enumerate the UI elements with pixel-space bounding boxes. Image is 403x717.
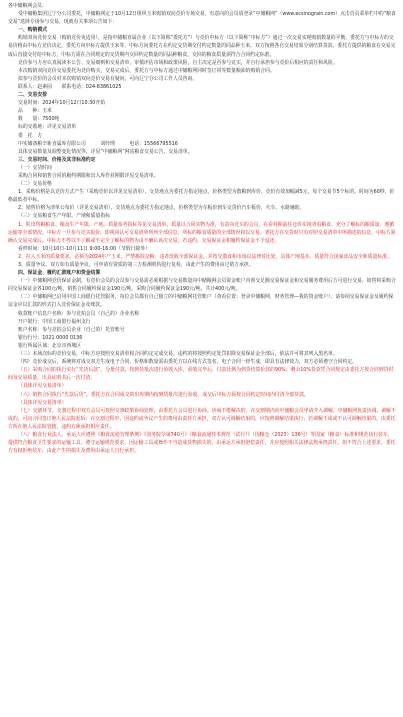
trade-quantity: 数 量：7500吨 [18, 116, 60, 123]
purchase-payment: （五）采购合同的执行实行“先货后款”。分批付款，按到货批次进行验收入库，验收完毕后，付款比例为到货结算价款的90%；剩余10%货款凭合同规定由委托方按合同到货时间及交易质量，出具证明书后一次付清。 [8, 367, 394, 382]
account-area: 银行所属区域：北京市西城区 [18, 342, 81, 349]
paragraph-consult: 拟参与竞价的会员对本次购销双向竞价交易有疑问，可向辽宁分公司工作人员咨询。 [18, 75, 198, 82]
subheading-delivery: （一）交货时间 [18, 164, 52, 171]
announcement-document [8, 2, 397, 455]
custody-account: （二）中储粮网已启用中国工商银行托管服务，每位会员都有自己独立的中储粮网托管账户（查看位置：登录中储粮网，财务管理—我的资金账户），请参阅交易保证金及履约保证金应以汇款的形式打入竞价保证金及账款。 [8, 294, 394, 309]
trade-location: 标的交收地：详见交易清单 [18, 124, 77, 131]
section-heading-1: 一、购销模式 [18, 27, 48, 34]
transport-rule: （八）粮食行业法人、承运人应遵照《粮食流通管理条例》《国务院令第740号》《粮食流通技术规范（试行）》（国粮仓（2023）136号）等国家（粮食）标准和规范执行装车，提供符合粮食卫生要求的运输工具，遵守运输规范要求，因运输工具或操作不当造成货物损失的，由承运方承担赔偿责任，并应按照相关法律法规承担责任。如不符合上述要求，委托方有权拒绝装车，由此产生的损失及费用由承运人自行承担。 [8, 431, 396, 455]
consignor-row: 中实储备粮辛新直属库有限公司 刘经理 电话：15566795516 [18, 140, 178, 147]
contact-line: 联系人：赵素园 联系电话：024-83861025 [18, 83, 122, 90]
sale-payment-note: （具体详见交易清单） [18, 399, 67, 406]
subheading-quality: （三）交易粮食生产年限、产地和质量指标 [18, 213, 111, 220]
quality-notice: 1、粒出售粮粮食。粮食生产年限、产地、质量参考指标等见交易清单。质量以合同实物为准，有意向竞买的会员，在看样期前往仓库实地查看粮食，充分了解标的粮质量、遵循运输等全部情况。中标方一旦参与竞买报价，即视同认可交易清单所列全部信息，所标的粮食质量的全部情况和以交易。委托方在交货时只有对照交易清单中所描述的信息，中标方须确认交易完成后，中标方不得以不了解或不完全了解标的物为由不确认该次交易。若违约，交易保证金和履约保证金不予退还。 [8, 221, 396, 244]
paragraph-contract: 本次购销双向竞价交易委托为竞价购买，交易完成后，委托方与中标方通过中储粮网同时签订同等数量粮油的购销合同。 [18, 67, 275, 74]
consignor-label: 委 托 方 [18, 132, 43, 139]
section-heading-2: 二、交易安排 [18, 92, 48, 99]
sale-payment: （六）销售合同执行“先款后货”。委托方在合同成交的出库期内按到货批次进行验收，成交后中标方须按合同约定时间内付清全部货款。 [18, 391, 309, 398]
price-sale: 2、销售价格为清单公布价（详见交易清单），交货地点为委托方指定地点，价格类型为车板价到车交货价汽车板价，火车、水路辅助。 [18, 205, 305, 212]
account-bank: 开户银行：中国工商银行福州支行 [18, 318, 91, 325]
section-heading-3: 三、交易时间、价格及其非标准约定 [18, 156, 96, 163]
purchase-payment-note: （具体详见交易清单） [18, 383, 67, 390]
electronic-contract: （四）竞价成交后，系统将对成交双方生成电子合同，价格和数量需由委托方以在线方式签名。电子合同一经生成，即具有法律效力，双方必须遵守合同约定。 [18, 359, 358, 366]
paragraph-details: 具体交易数量及调整变化情况等，详见“中储粮网”网站粮食交易公告、交易清单。 [18, 148, 193, 155]
quality-dispute: 3、质量争议。双方如有质量争议，可申请有资质的第三方检测机构进行复检，由此产生的费用由过错方承担。 [18, 262, 254, 268]
paragraph-model: 购销双向竞价交易（购销竞价更适用），是指中储粮直属企业（以下简称“委托方”）与竞价中标方（以下简称“中标方”）通过一次交易实现购销数量的平衡，委托方与中标方的交易价格由中标方竞价决定，委托方向中标方提供玉米等，中标方向委托方在约定交货期交付约定数量的同品种玉米，双方按照各自交易结果分别结算货款。委托方提供的粮食在交易完成后直接交付给中标方，中标方需在合同规定的交货期内交回约定数量的同品种粮食，交回的粮食质量须符合合同约定标准。 [8, 35, 396, 58]
section-heading-4: 四、保证金、履约汇款账户和资金结算 [18, 270, 101, 277]
delivery-text: 采购合同和销售合同的履约期限和出入库作业期限详见交易清单。 [18, 172, 159, 179]
paragraph-risk: 竞价参与方应认真阅读本公告、交易细则和交易清单，审慎评估市场和政策风险，自主决定是否参与竞买，并自行承担参与竞价后相应的责任和风险。 [18, 59, 338, 66]
quality-requirement: 2、拉入玉米的质量要求。必须为2024年产玉米，严禁掺混杂粮、违者没收全部保证金，并按交散食和市场以法律对比处，具体产地基本、质量符合国家食品安全和质量标准。 [18, 253, 392, 260]
inspection-time: 看样时间：10月10日-10月11日 9:00-16:00（节假日除外） [18, 245, 151, 252]
default-penalty: （三）本场次标的竞价交易，中标方应按照交易清单和合同约定完成交易，违约的将按照约定处罚扣除交易保证金全部后，依法并可将其列入黑名单。 [18, 351, 338, 358]
trade-time: 交易时间：2024年10月12日10:30开始 [18, 100, 106, 107]
greeting: 各中储粮网会员： [8, 3, 47, 9]
deposit-rule: （一）中储粮网竞价保证金制，有竞价会员的会员参与交易需必须根据与交易数量向中储粮网会员资金账户内预交足额交易保证金和交易服务费用后方可进行交易，销售和采购合同交易保证金各100元/吨，销售合同履约保证金190元/吨，采购合同履约保证金190元/吨，共计400元/吨。 [8, 278, 396, 293]
price-purchase: 1、采购价格是以竞价方式产生（采购竞价以详见交易清单），交货地点为委托方指定地点，价格类型为散粮到库价。竞价有效加幅减5元，每个交易节5个标的，时间为60秒，价格最低者中标。 [8, 189, 395, 204]
trade-variety: 品 种：玉米 [18, 108, 52, 115]
subheading-price: （二）交易价格 [18, 181, 52, 188]
account-name: 账户名称：参与竞拍会员企业（自己的）托管账号 [18, 326, 125, 333]
intro-paragraph: 受中储粮集团辽宁分公司委托，中储粮网定于10月12日组织玉米购销双向竞价专场交易，有意向的会员请登录“中储粮网”（www.ecsinograin.com）点击首页菜单栏中的“粮食交易”选择专场参与交易，现就有关事项公告如下： [8, 11, 396, 26]
account-number: 银行行号：1021 0000 0136 [18, 334, 83, 341]
delivery-dispute: （七）交割环节。交割过程中双方会员可按照交割政策协商处理，由委托方会员进行协商。协商不能解决的，在交割期内向中储粮会员申请介入调解，中储粮网负责协调。调解不成的，可向合同签订地人民法院起诉；在交割过程中，因违约或争议产生的费用由责任方承担。双方认可调解结果的，应按照调解结果执行；若调解不成或不认可调解结果的，由委托方所在地人民法院管辖，违约方须承担相应责任。 [8, 407, 396, 430]
account-title: 收款账户信息户名称：参与竞拍会员（自己的）企业名称 [18, 310, 140, 317]
